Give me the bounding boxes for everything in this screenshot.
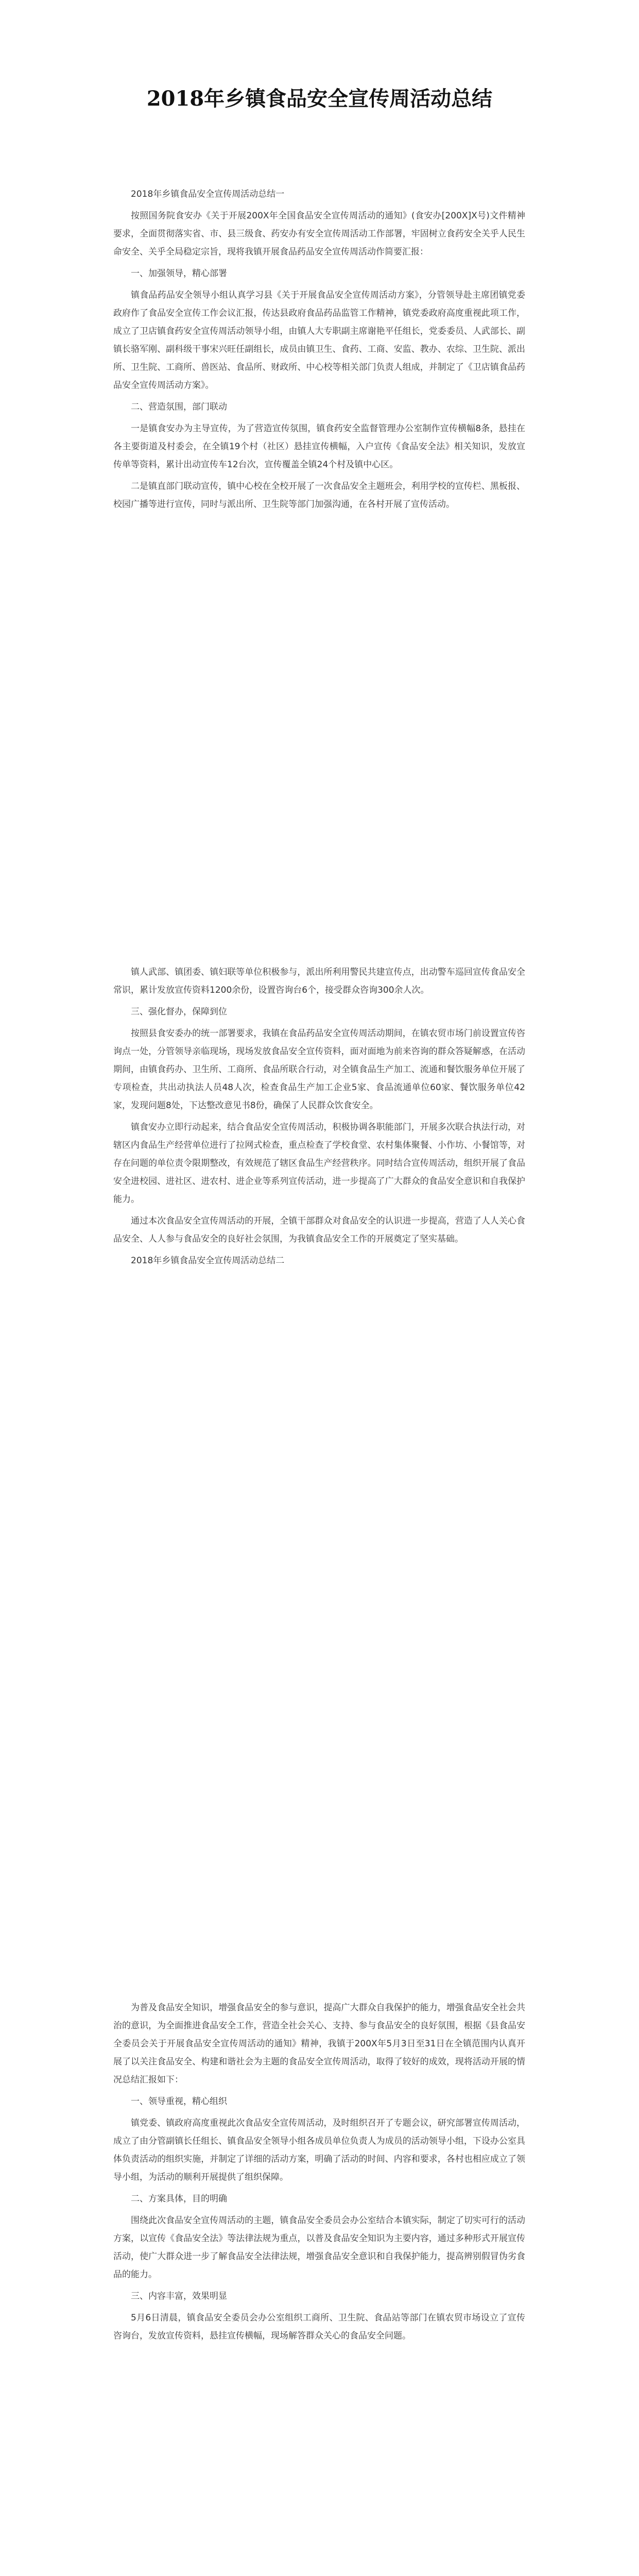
paragraph: 5月6日清晨，镇食品安全委员会办公室组织工商所、卫生院、食品站等部门在镇农贸市场设立了宣传咨询台，发放宣传资料，悬挂宣传横幅，现场解答群众关心的食品安全问题。: [113, 2313, 525, 2341]
paragraph: 按照国务院食安办《关于开展200X年全国食品安全宣传周活动的通知》(食安办[200X]X号)文件精神要求，全面贯彻落实省、市、县三级食、药安办有安全宣传周活动工作部署，牢固树立食药安全关乎人民生命安全、关乎全局稳定宗旨，现将我镇开展食品药品安全宣传周活动作简要汇报：: [113, 211, 525, 257]
paragraph: 围绕此次食品安全宣传周活动的主题，镇食品安全委员会办公室结合本镇实际，制定了切实可行的活动方案，以宣传《食品安全法》等法律法规为重点，以普及食品安全知识为主要内容，通过多种形式开展宣传活动，使广大群众进一步了解食品安全法律法规，增强食品安全意识和自我保护能力，提高辨别假冒伪劣食品的能力。: [113, 2215, 525, 2280]
section-two-intro: 2018年乡镇食品安全宣传周活动总结二: [131, 1256, 285, 1266]
section-heading: 二、营造氛围，部门联动: [131, 402, 227, 412]
paragraph: 按照县食安委办的统一部署要求，我镇在食品药品安全宣传周活动期间，在镇农贸市场门前设置宣传咨询点一处，分管领导亲临现场，现场发放食品安全宣传资料，面对面地为前来咨询的群众答疑解惑，在活动期间，由镇食药办、卫生所、工商所、食品所联合行动，对全镇食品生产加工、流通和餐饮服务单位开展了专项检查，共出动执法人员48人次，检查食品生产加工企业5家、食品流通单位60家、餐饮服务单位42家，发现问题8处，下达整改意见书8份，确保了人民群众饮食安全。: [113, 1028, 525, 1111]
paragraph: 镇人武部、镇团委、镇妇联等单位积极参与，派出所利用警民共建宣传点，出动警车巡回宣传食品安全常识，累计发放宣传资料1200余份，设置咨询台6个，接受群众咨询300余人次。: [113, 967, 525, 995]
section-heading: 三、强化督办，保障到位: [131, 1007, 227, 1017]
paragraph: 镇食品药品安全领导小组认真学习县《关于开展食品安全宣传周活动方案》，分管领导赴主席团镇党委政府作了食品安全宣传工作会议汇报，传达县政府食品药品监管工作精神，镇党委政府高度重视此项工作，成立了卫店镇食药安全宣传周活动领导小组，由镇人大专职副主席谢艳平任组长，党委委员、人武部长、副镇长骆军刚、副科级干事宋兴旺任副组长，成员由镇卫生、食药、工商、安监、教办、农综、卫生院、派出所、卫生院、工商所、兽医站、食品所、财政所、中心校等相关部门负责人组成，并制定了《卫店镇食品药品安全宣传周活动方案》。: [113, 290, 525, 391]
paragraph: 二是镇直部门联动宣传，镇中心校在全校开展了一次食品安全主题班会，利用学校的宣传栏、黑板报、校园广播等进行宣传，同时与派出所、卫生院等部门加强沟通，在各村开展了宣传活动。: [113, 481, 525, 510]
section-one: [113, 185, 525, 517]
section-heading: 二、方案具体，目的明确: [131, 2194, 227, 2204]
section-heading: 一、加强领导，精心部署: [131, 268, 227, 279]
paragraph: 为普及食品安全知识，增强食品安全的参与意识，提高广大群众自我保护的能力，增强食品安全社会共治的意识，为全面推进食品安全工作，营造全社会关心、支持、参与食品安全的良好氛围，根据《县食品安全委员会关于开展食品安全宣传周活动的通知》精神，我镇于200X年5月3日至31日在全镇范围内认真开展了以关注食品安全、构建和谐社会为主题的食品安全宣传周活动，取得了较好的成效，现将活动开展的情况总结汇报如下：: [113, 2003, 525, 2085]
paragraph: 通过本次食品安全宣传周活动的开展，全镇干部群众对食品安全的认识进一步提高，营造了人人关心食品安全、人人参与食品安全的良好社会氛围，为我镇食品安全工作的开展奠定了坚实基础。: [113, 1216, 525, 1244]
section-heading: 一、领导重视，精心组织: [131, 2096, 227, 2107]
section-two: [113, 1999, 525, 2349]
section-heading: 三、内容丰富，效果明显: [131, 2291, 227, 2301]
paragraph: 一是镇食安办为主导宣传，为了营造宣传氛围，镇食药安全监督管理办公室制作宣传横幅8条，悬挂在各主要街道及村委会，在全镇19个村（社区）悬挂宣传横幅，入户宣传《食品安全法》相关知识，发放宣传单等资料，累计出动宣传车12台次，宣传覆盖全镇24个村及镇中心区。: [113, 423, 525, 470]
document-title: 2018年乡镇食品安全宣传周活动总结: [146, 87, 493, 111]
paragraph: 镇食安办立即行动起来，结合食品安全宣传周活动，积极协调各职能部门，开展多次联合执法行动，对辖区内食品生产经营单位进行了拉网式检查，重点检查了学校食堂、农村集体聚餐、小作坊、小餐馆等，对存在问题的单位责令限期整改，有效规范了辖区食品生产经营秩序。同时结合宣传周活动，组织开展了食品安全进校园、进社区、进农村、进企业等系列宣传活动，进一步提高了广大群众的食品安全意识和自我保护能力。: [113, 1122, 525, 1205]
paragraph: 镇党委、镇政府高度重视此次食品安全宣传周活动，及时组织召开了专题会议，研究部署宣传周活动，成立了由分管副镇长任组长、镇食品安全领导小组各成员单位负责人为成员的活动领导小组，下设办公室具体负责活动的组织实施，并制定了详细的活动方案，明确了活动的时间、内容和要求，各村也相应成立了领导小组，为活动的顺利开展提供了组织保障。: [113, 2118, 525, 2182]
section-one-continued: [113, 963, 525, 1274]
section-one-intro: 2018年乡镇食品安全宣传周活动总结一: [131, 189, 285, 199]
